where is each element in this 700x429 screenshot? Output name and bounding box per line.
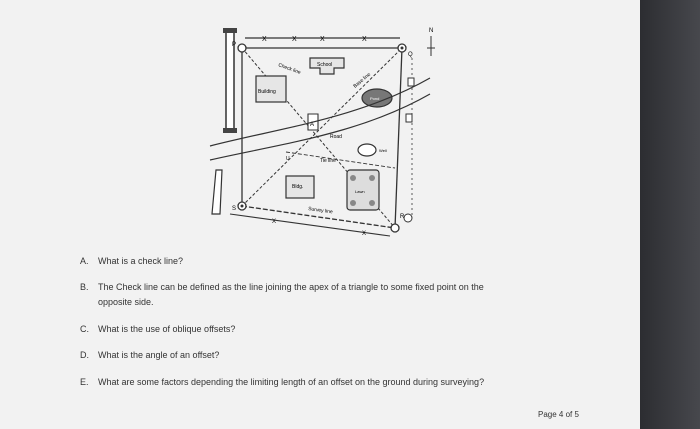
question-text-continued: opposite side. <box>98 297 154 307</box>
fence-x-mark: X <box>272 219 277 225</box>
point-u-label: U <box>286 156 290 162</box>
road-label: Road <box>330 134 342 140</box>
question-b-continued <box>98 295 154 309</box>
question-e <box>80 375 484 389</box>
point-s-label: S <box>232 206 237 212</box>
question-letter: A. <box>80 256 89 266</box>
well <box>358 144 376 156</box>
pond-label: Pond <box>370 96 380 101</box>
fence-x-mark: X <box>362 231 367 237</box>
well-label: Well <box>379 148 387 153</box>
question-text: What are some factors depending the limiting length of an offset on the ground during surveying? <box>98 377 485 387</box>
question-letter: D. <box>80 350 89 360</box>
question-letter: E. <box>80 377 89 387</box>
monitor-bezel <box>640 0 700 429</box>
building-label: Building <box>258 89 276 95</box>
point-q-label: Q <box>408 52 413 58</box>
svg-text:A: A <box>310 122 315 128</box>
fence-x-mark: X <box>362 36 367 43</box>
question-c <box>80 322 235 336</box>
question-b <box>80 280 484 294</box>
question-text: What is a check line? <box>98 256 184 266</box>
fence-x-mark: X <box>320 36 325 43</box>
survey-line-label: Survey line <box>307 206 334 216</box>
school-label: School <box>317 62 333 68</box>
page-number: Page 4 of 5 <box>538 410 579 419</box>
point-p-label: P <box>232 42 237 48</box>
question-a <box>80 254 183 268</box>
fence-x-mark: X <box>262 36 267 43</box>
question-letter: C. <box>80 324 89 334</box>
check-line-label: Check line <box>277 62 302 76</box>
fence-x-mark: X <box>292 36 297 43</box>
bldg-label: Bldg. <box>292 184 304 190</box>
survey-diagram <box>190 18 450 240</box>
question-text: The Check line can be defined as the line joining the apex of a triangle to some fixed point on the <box>98 282 484 292</box>
point-r-label: R <box>400 214 405 220</box>
lawn-label: Lawn <box>355 189 365 194</box>
question-text: What is the angle of an offset? <box>98 350 220 360</box>
base-line-label: Base line <box>352 71 373 90</box>
question-letter: B. <box>80 282 89 292</box>
north-label: N <box>429 28 434 34</box>
question-d <box>80 348 219 362</box>
question-text: What is the use of oblique offsets? <box>98 324 236 334</box>
tie-line-label: Tie line <box>320 158 336 164</box>
